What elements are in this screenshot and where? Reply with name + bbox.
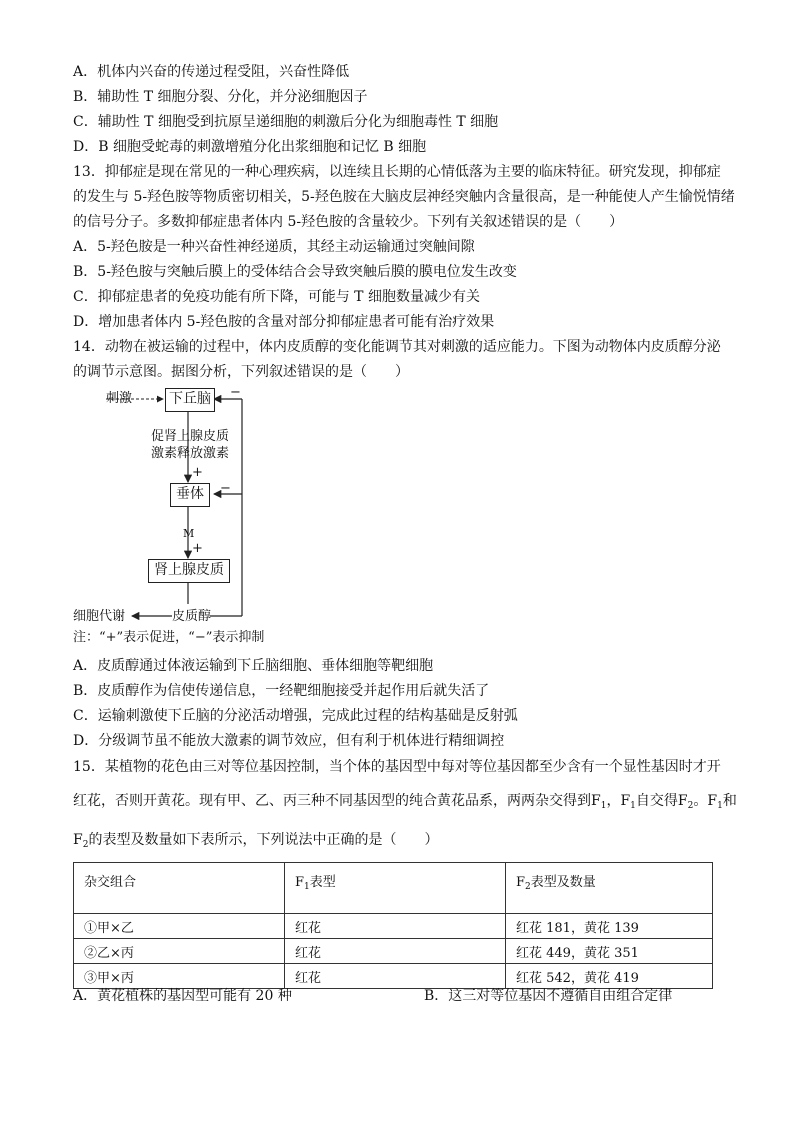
q15-stem-line-1: 15．某植物的花色由三对等位基因控制，当个体的基因型中每对等位基因都至少含有一个显性基因时才开 <box>73 759 721 775</box>
f1-cell: 红花 <box>285 964 506 989</box>
diagram-note: 注：“+”表示促进，“−”表示抑制 <box>73 630 265 645</box>
q13-option-b: B．5-羟色胺与突触后膜上的受体结合会导致突触后膜的膜电位发生改变 <box>73 264 517 280</box>
adrenal-cortex-box: 肾上腺皮质 <box>148 559 230 583</box>
f-subscript: 1 <box>304 882 310 892</box>
pituitary-box: 垂体 <box>170 483 210 507</box>
q14-stem-line-2: 的调节示意图。据图分析，下列叙述错误的是（ ） <box>73 364 409 380</box>
f-symbol: F <box>591 793 601 809</box>
plus-sign-2: + <box>192 541 203 556</box>
q14-option-b: B．皮质醇作为信使传递信息，一经靶细胞接受并起作用后就失活了 <box>73 683 490 699</box>
cross-cell: ③甲×丙 <box>74 964 285 989</box>
and-text: 和 <box>722 793 737 809</box>
minus-sign-1: − <box>230 385 241 400</box>
cortisol-regulation-diagram <box>70 382 270 642</box>
table-row <box>74 914 713 939</box>
diagram-arrows <box>70 382 270 632</box>
table-row <box>74 939 713 964</box>
q12-option-a: A．机体内兴奋的传递过程受阻，兴奋性降低 <box>73 64 350 80</box>
f-subscript: 2 <box>525 882 531 892</box>
q15-stem-line-2 <box>73 791 737 816</box>
m-label: M <box>183 527 195 540</box>
q14-option-d: D．分级调节虽不能放大激素的调节效应，但有利于机体进行精细调控 <box>73 733 505 749</box>
f-symbol: F <box>677 793 688 809</box>
q14-option-c: C．运输刺激使下丘脑的分泌活动增强，完成此过程的结构基础是反射弧 <box>73 708 518 724</box>
f-subscript: 2 <box>687 801 694 811</box>
q13-stem-line-3: 的信号分子。多数抑郁症患者体内 5-羟色胺的含量较少。下列有关叙述错误的是（ ） <box>73 214 624 230</box>
f-symbol: F <box>516 875 526 890</box>
f-subscript: 1 <box>717 801 723 811</box>
q14-stem-line-1: 14．动物在被运输的过程中，体内皮质醇的变化能调节其对刺激的适应能力。下图为动物体内皮质醇分泌 <box>73 339 721 355</box>
cross-cell: ②乙×丙 <box>74 939 285 964</box>
header-cross-combination: 杂交组合 <box>74 863 285 914</box>
q14-option-a: A．皮质醇通过体液运输到下丘脑细胞、垂体细胞等靶细胞 <box>73 658 434 674</box>
q13-option-a: A．5-羟色胺是一种兴奋性神经递质，其经主动运输通过突触间隙 <box>73 239 475 255</box>
f-subscript: 2 <box>82 840 89 850</box>
f1-cell: 红花 <box>285 914 506 939</box>
header-f2-suffix: 表型及数量 <box>530 875 596 890</box>
crh-label-line-2: 激素释放激素 <box>151 446 230 461</box>
f2-cell: 红花 542，黄花 419 <box>506 964 713 989</box>
cell-metabolism-label: 细胞代谢 <box>73 609 126 624</box>
period: 。 <box>693 793 708 809</box>
q15-stem-line-2-text: 红花，否则开黄花。现有甲、乙、丙三种不同基因型的纯合黄花品系，两两杂交得到 <box>73 793 591 809</box>
f1-cell: 红花 <box>285 939 506 964</box>
header-f2-phenotype-count <box>506 863 713 914</box>
self-cross-text: 自交得 <box>635 793 678 809</box>
f-symbol: F <box>295 875 305 890</box>
cross-cell: ①甲×乙 <box>74 914 285 939</box>
stimulus-label: 刺激 <box>106 391 133 406</box>
table-header-row <box>74 863 713 914</box>
hypothalamus-box: 下丘脑 <box>165 388 215 412</box>
q15-option-a: A．黄花植株的基因型可能有 20 种 <box>73 988 292 1004</box>
q15-option-b: B．这三对等位基因不遵循自由组合定律 <box>424 988 673 1004</box>
cross-results-table <box>73 862 713 989</box>
q13-stem-line-1: 13．抑郁症是现在常见的一种心理疾病，以连续且长期的心情低落为主要的临床特征。研究发现，抑郁症 <box>73 164 721 180</box>
f2-cell: 红花 181，黄花 139 <box>506 914 713 939</box>
cortisol-label: 皮质醇 <box>172 609 212 624</box>
q12-option-c: C．辅助性 T 细胞受到抗原呈递细胞的刺激后分化为细胞毒性 T 细胞 <box>73 114 499 130</box>
q13-stem-line-2: 的发生与 5-羟色胺等物质密切相关，5-羟色胺在大脑皮层神经突触内含量很高，是一种能使人产生愉悦情绪 <box>73 189 735 205</box>
minus-sign-2: − <box>220 481 231 496</box>
f2-cell: 红花 449，黄花 351 <box>506 939 713 964</box>
f-subscript: 1 <box>600 801 607 811</box>
plus-sign-1: + <box>192 465 203 480</box>
header-f1-suffix: 表型 <box>309 875 336 890</box>
q15-stem-line-3 <box>73 830 438 855</box>
header-f1-phenotype <box>285 863 506 914</box>
q12-option-d: D．B 细胞受蛇毒的刺激增殖分化出浆细胞和记忆 B 细胞 <box>73 139 427 155</box>
q15-stem-line-3-text: 的表型及数量如下表所示，下列说法中正确的是（ ） <box>88 832 439 848</box>
q13-option-d: D．增加患者体内 5-羟色胺的含量对部分抑郁症患者可能有治疗效果 <box>73 314 495 330</box>
f-symbol: F <box>73 832 83 848</box>
f-symbol: F <box>707 793 718 809</box>
crh-label-line-1: 促肾上腺皮质 <box>151 429 230 444</box>
comma: ， <box>606 793 621 809</box>
table-row <box>74 964 713 989</box>
f-symbol: F <box>620 793 631 809</box>
q13-option-c: C．抑郁症患者的免疫功能有所下降，可能与 T 细胞数量减少有关 <box>73 289 480 305</box>
f-subscript: 1 <box>630 801 636 811</box>
q12-option-b: B．辅助性 T 细胞分裂、分化，并分泌细胞因子 <box>73 89 368 105</box>
